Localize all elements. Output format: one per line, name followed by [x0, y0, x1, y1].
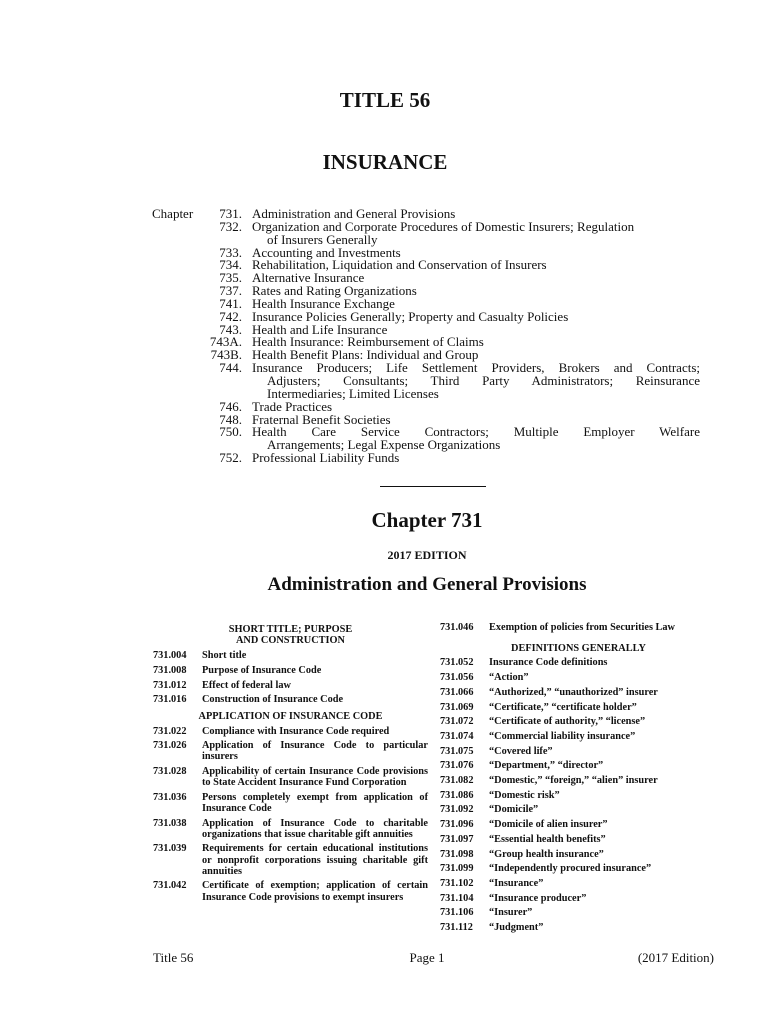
- toc-chapter-title: Health Insurance Exchange: [252, 295, 395, 311]
- section-entry: [440, 746, 717, 757]
- section-number: 731.106: [440, 907, 474, 919]
- section-entry: [440, 804, 717, 815]
- section-number: 731.102: [440, 877, 474, 889]
- toc-chapter-title-continued: Adjusters; Consultants; Third Party Administrators; Reinsurance: [267, 372, 700, 388]
- section-entry: [440, 622, 717, 633]
- toc-row: [152, 218, 700, 234]
- section-number: 731.022: [153, 725, 187, 737]
- section-number: 731.092: [440, 804, 474, 816]
- section-title: “Domicile of alien insurer”: [489, 819, 608, 831]
- section-entry: [440, 657, 717, 668]
- section-number: 731.066: [440, 686, 474, 698]
- section-title: “Certificate of authority,” “license”: [489, 716, 646, 728]
- toc-chapter-number: 743.: [219, 321, 242, 337]
- section-entry: [153, 726, 428, 737]
- footer-page-number: Page 1: [409, 950, 445, 965]
- section-number: 731.076: [440, 760, 474, 772]
- section-title: Construction of Insurance Code: [202, 694, 344, 706]
- toc-chapter-number: 733.: [219, 244, 242, 260]
- toc-chapter-title: Insurance Producers; Life Settlement Providers, Brokers and Contracts;: [252, 360, 700, 376]
- section-title: “Group health insurance”: [489, 848, 604, 860]
- section-title: Insurance Code definitions: [489, 657, 608, 669]
- section-number: 731.052: [440, 657, 474, 669]
- section-entry: [440, 716, 717, 727]
- section-title: “Authorized,” “unauthorized” insurer: [489, 686, 658, 698]
- section-number: 731.028: [153, 765, 187, 777]
- section-number: 731.008: [153, 665, 187, 676]
- section-number: 731.075: [440, 745, 474, 757]
- section-entry: [440, 819, 717, 830]
- toc-chapter-title: Administration and General Provisions: [252, 206, 456, 221]
- section-entry: [153, 880, 428, 902]
- section-title: “Essential health benefits”: [489, 833, 606, 845]
- section-entry: [440, 672, 717, 683]
- section-title: “Certificate,” “certificate holder”: [489, 701, 637, 713]
- title-heading: TITLE 56: [339, 88, 431, 112]
- chapter-title: Administration and General Provisions: [267, 574, 587, 595]
- section-entry: [153, 694, 428, 705]
- section-number: 731.082: [440, 775, 474, 787]
- section-entry: [440, 849, 717, 860]
- toc-chapter-title-continued: Arrangements; Legal Expense Organizations: [267, 437, 501, 453]
- section-title: Purpose of Insurance Code: [202, 665, 322, 676]
- section-title: Application of Insurance Code to particular insurers: [202, 740, 428, 763]
- toc-chapter-title: Health Benefit Plans: Individual and Group: [252, 347, 479, 363]
- section-title: “Insurance”: [489, 877, 544, 889]
- section-entry: [153, 843, 428, 877]
- toc-chapter-number: 732.: [219, 218, 242, 234]
- section-title: “Commercial liability insurance”: [489, 730, 636, 742]
- section-title: “Insurance producer”: [489, 892, 587, 904]
- section-entry: [153, 680, 428, 691]
- section-divider: [380, 486, 486, 487]
- toc-chapter-number: 743A.: [209, 334, 242, 350]
- section-entry: [440, 790, 717, 801]
- section-title: Exemption of policies from Securities Law: [489, 622, 675, 633]
- section-number: 731.042: [153, 880, 187, 892]
- section-number: 731.046: [440, 622, 474, 633]
- section-title: “Action”: [489, 672, 529, 684]
- section-title: Requirements for certain educational institutions or nonprofit corporations issuing charitable gift annuities: [202, 843, 428, 877]
- section-number: 731.086: [440, 789, 474, 801]
- chapter-table-of-contents: [152, 208, 700, 465]
- toc-chapter-number: 735.: [219, 270, 242, 286]
- section-number: 731.112: [440, 922, 473, 934]
- toc-chapter-number: 750.: [219, 424, 242, 440]
- toc-chapter-number: 734.: [219, 257, 242, 273]
- sections-left-column: [153, 624, 428, 906]
- section-entry: [440, 687, 717, 698]
- footer-title: Title 56: [153, 950, 194, 965]
- section-title: “Independently procured insurance”: [489, 863, 652, 875]
- toc-chapter-title: Professional Liability Funds: [252, 450, 400, 466]
- section-number: 731.012: [153, 679, 187, 691]
- toc-chapter-number: 746.: [219, 398, 242, 414]
- toc-chapter-title: Health Insurance: Reimbursement of Claims: [252, 334, 484, 350]
- toc-chapter-title: Trade Practices: [252, 398, 333, 414]
- section-title: “Domestic,” “foreign,” “alien” insurer: [489, 775, 658, 787]
- section-number: 731.104: [440, 892, 474, 904]
- toc-chapter-title: Insurance Policies Generally; Property and Casualty Policies: [252, 308, 569, 324]
- section-title: Application of Insurance Code to charitable organizations that issue charitable gift annuities: [202, 817, 428, 840]
- toc-chapter-title-continued: of Insurers Generally: [267, 231, 378, 247]
- section-entry: [440, 834, 717, 845]
- section-entry: [440, 731, 717, 742]
- section-number: 731.072: [440, 716, 474, 728]
- section-title: “Domicile”: [489, 804, 539, 816]
- toc-chapter-number: 743B.: [210, 347, 242, 363]
- section-number: 731.036: [153, 791, 187, 803]
- section-title: “Department,” “director”: [489, 760, 604, 772]
- section-number: 731.004: [153, 650, 187, 662]
- toc-chapter-title: Fraternal Benefit Societies: [252, 411, 391, 427]
- section-entry: [440, 878, 717, 889]
- section-group-heading: AND CONSTRUCTION: [236, 635, 345, 647]
- section-entry: [440, 893, 717, 904]
- section-entry: [153, 766, 428, 788]
- section-title: “Judgment”: [489, 922, 544, 934]
- section-number: 731.056: [440, 672, 474, 684]
- sections-right-column: [440, 622, 717, 937]
- section-title: “Covered life”: [489, 745, 553, 757]
- toc-chapter-title: Rehabilitation, Liquidation and Conservation of Insurers: [252, 257, 547, 273]
- section-entry: [440, 922, 717, 933]
- section-title: Applicability of certain Insurance Code provisions to State Accident Insurance Fund Corporation: [202, 765, 428, 789]
- section-entry: [440, 702, 717, 713]
- section-title: Compliance with Insurance Code required: [202, 725, 390, 737]
- section-number: 731.016: [153, 694, 187, 706]
- toc-chapter-number: 744.: [219, 360, 242, 376]
- section-number: 731.039: [153, 843, 187, 855]
- toc-chapter-number: 752.: [219, 450, 242, 466]
- toc-chapter-number: 748.: [219, 411, 242, 427]
- section-entry: [153, 665, 428, 676]
- section-entry: [440, 760, 717, 771]
- toc-chapter-number: 731.: [219, 206, 242, 221]
- chapter-heading: Chapter 731: [371, 508, 483, 532]
- footer-edition: (2017 Edition): [637, 950, 714, 965]
- section-group-heading: SHORT TITLE; PURPOSE: [228, 624, 353, 635]
- toc-chapter-number: 741.: [219, 295, 242, 311]
- toc-chapter-number: 742.: [219, 308, 242, 324]
- section-number: 731.098: [440, 848, 474, 860]
- section-number: 731.038: [153, 817, 187, 829]
- section-entry: [440, 863, 717, 874]
- toc-chapter-title: Health Care Service Contractors; Multiple Employer Welfare: [252, 424, 700, 440]
- section-number: 731.069: [440, 701, 474, 713]
- toc-chapter-title: Accounting and Investments: [252, 244, 401, 260]
- section-number: 731.026: [153, 740, 187, 752]
- section-entry: [440, 907, 717, 918]
- section-entry: [153, 650, 428, 661]
- section-number: 731.074: [440, 730, 474, 742]
- edition-label: 2017 EDITION: [387, 548, 467, 562]
- toc-lead-label: Chapter: [152, 206, 194, 221]
- toc-chapter-number: 737.: [219, 283, 242, 299]
- section-title: Certificate of exemption; application of certain Insurance Code provisions to exempt insurers: [202, 880, 428, 903]
- section-title: “Domestic risk”: [489, 789, 560, 801]
- section-title: Persons completely exempt from application of Insurance Code: [202, 791, 428, 814]
- toc-chapter-title: Rates and Rating Organizations: [252, 283, 417, 299]
- section-entry: [153, 740, 428, 762]
- section-title: “Insurer”: [489, 907, 533, 919]
- toc-chapter-title: Organization and Corporate Procedures of Domestic Insurers; Regulation: [252, 218, 635, 234]
- section-group-heading: DEFINITIONS GENERALLY: [511, 643, 646, 655]
- toc-row: [152, 452, 700, 465]
- section-title: Effect of federal law: [202, 679, 291, 691]
- section-entry: [153, 792, 428, 814]
- toc-chapter-title: Alternative Insurance: [252, 270, 365, 286]
- subject-heading: INSURANCE: [322, 150, 448, 174]
- section-number: 731.096: [440, 819, 474, 831]
- section-entry: [153, 818, 428, 840]
- toc-chapter-title-continued: Intermediaries; Limited Licenses: [267, 385, 439, 401]
- section-entry: [440, 775, 717, 786]
- section-number: 731.099: [440, 863, 474, 875]
- section-group-heading: APPLICATION OF INSURANCE CODE: [198, 711, 383, 723]
- section-title: Short title: [202, 650, 247, 662]
- toc-chapter-title: Health and Life Insurance: [252, 321, 388, 337]
- section-number: 731.097: [440, 833, 474, 845]
